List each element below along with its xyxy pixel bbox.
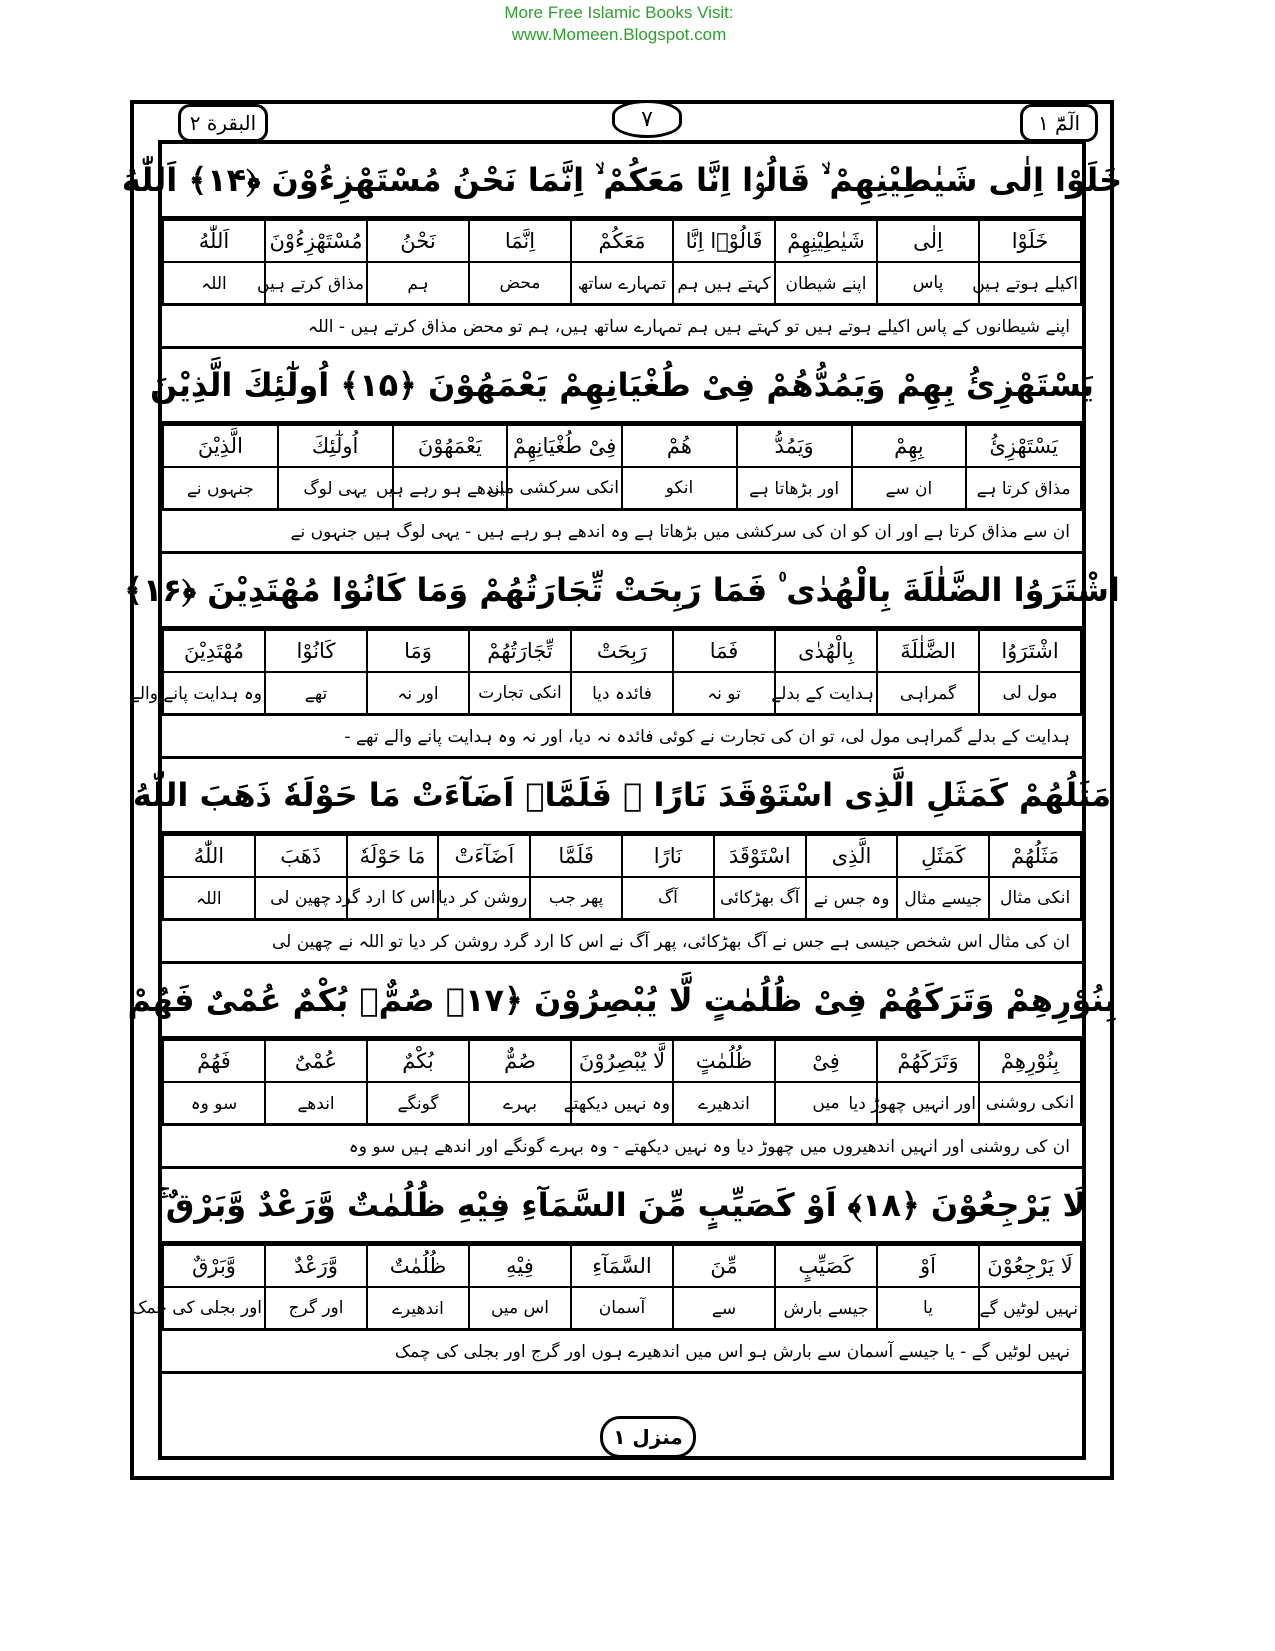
urdu-meaning-cell: جنہوں نے	[163, 467, 278, 509]
urdu-meaning-cell: اس کا ارد گرد	[347, 877, 439, 919]
urdu-meaning-cell: مذاق کرتا ہے	[966, 467, 1081, 509]
urdu-meaning-cell: نہیں لوٹیں گے	[979, 1287, 1081, 1329]
promo-link[interactable]: www.Momeen.Blogspot.com	[511, 25, 727, 44]
urdu-meaning-cell: اندھے	[265, 1082, 367, 1124]
meaning-row	[163, 262, 1081, 304]
urdu-meaning-cell: اندھیرے	[673, 1082, 775, 1124]
word-meaning-table	[129, 629, 1082, 715]
arabic-word-cell: وَّبَرْقٌ	[163, 1245, 265, 1287]
arabic-word-cell: الضَّلٰلَةَ	[877, 630, 979, 672]
arabic-word-cell: بِهِمْ	[852, 425, 967, 467]
urdu-meaning-cell: اور بڑھاتا ہے	[737, 467, 852, 509]
urdu-meaning-cell: بہرے	[469, 1082, 571, 1124]
verse-text: اشْتَرَوُا الضَّلٰلَةَ بِالْهُدٰی ۠ فَمَا رَبِحَتْ تِّجَارَتُهُمْ وَمَا كَانُوْا مُهْتَدِیْنَ ﴿۱۶﴾	[162, 554, 1082, 629]
urdu-meaning-cell: اور گرج	[265, 1287, 367, 1329]
urdu-meaning-cell: مول لی	[979, 672, 1081, 714]
arabic-word-cell: فَهُمْ	[163, 1040, 265, 1082]
manzil-badge: منزل ١	[600, 1416, 696, 1458]
arabic-word-cell: مِّنَ	[673, 1245, 775, 1287]
surah-label: البقرة ٢	[178, 104, 268, 142]
verse-text: یَسْتَهْزِئُ بِهِمْ وَیَمُدُّهُمْ فِیْ طُغْیَانِهِمْ یَعْمَهُوْنَ ﴿۱۵﴾ اُولٰٓئِكَ الَّذِیْنَ	[162, 349, 1082, 424]
urdu-meaning-cell: تھے	[265, 672, 367, 714]
arabic-word-cell: یَعْمَهُوْنَ	[393, 425, 508, 467]
juz-label: الٓمّٓ ١	[1020, 104, 1098, 142]
promo-line-1: More Free Islamic Books Visit:	[504, 3, 734, 22]
urdu-meaning-cell: آگ	[622, 877, 714, 919]
urdu-meaning-cell: اللہ	[163, 877, 255, 919]
word-row	[163, 630, 1081, 672]
arabic-word-cell: خَلَوْا	[979, 220, 1081, 262]
urdu-meaning-cell: انکو	[622, 467, 737, 509]
arabic-word-cell: الَّذِیْنَ	[163, 425, 278, 467]
verse-text: لَا یَرْجِعُوْنَ ﴿۱۸﴾ اَوْ كَصَیِّبٍ مِّنَ السَّمَآءِ فِیْهِ ظُلُمٰتٌ وَّرَعْدٌ وَّبَرْقٌ ۚ	[162, 1169, 1082, 1244]
verse-section	[132, 759, 1112, 964]
arabic-word-cell: یَسْتَهْزِئُ	[966, 425, 1081, 467]
arabic-word-cell: وَیَمُدُّ	[737, 425, 852, 467]
urdu-meaning-cell: یا	[877, 1287, 979, 1329]
urdu-meaning-cell: تو نہ	[673, 672, 775, 714]
urdu-meaning-cell: سے	[673, 1287, 775, 1329]
urdu-meaning-cell: میں	[775, 1082, 877, 1124]
word-row	[163, 220, 1081, 262]
arabic-word-cell: كَانُوْا	[265, 630, 367, 672]
arabic-word-cell: تِّجَارَتُهُمْ	[469, 630, 571, 672]
arabic-word-cell: صُمٌّ	[469, 1040, 571, 1082]
urdu-meaning-cell: پھر جب	[530, 877, 622, 919]
urdu-meaning-cell: اور بجلی کی چمک	[163, 1287, 265, 1329]
urdu-meaning-cell: سو وہ	[163, 1082, 265, 1124]
urdu-meaning-cell: فائدہ دیا	[571, 672, 673, 714]
urdu-meaning-cell: گونگے	[367, 1082, 469, 1124]
arabic-word-cell: ظُلُمٰتٌ	[367, 1245, 469, 1287]
verse-section	[121, 144, 1123, 349]
urdu-meaning-cell: ہدایت کے بدلے	[775, 672, 877, 714]
urdu-meaning-cell: اس میں	[469, 1287, 571, 1329]
verse-section	[127, 964, 1117, 1169]
arabic-word-cell: نَارًا	[622, 835, 714, 877]
arabic-word-cell: لَا یَرْجِعُوْنَ	[979, 1245, 1081, 1287]
page-content	[121, 144, 1123, 1374]
urdu-meaning-cell: تمہارے ساتھ	[571, 262, 673, 304]
urdu-meaning-cell: ان سے	[852, 467, 967, 509]
urdu-meaning-cell: گمراہی	[877, 672, 979, 714]
urdu-meaning-cell: انکی روشنی	[979, 1082, 1081, 1124]
urdu-meaning-cell: انکی مثال	[989, 877, 1081, 919]
arabic-word-cell: بِالْهُدٰی	[775, 630, 877, 672]
arabic-word-cell: عُمْیٌ	[265, 1040, 367, 1082]
arabic-word-cell: لَّا یُبْصِرُوْنَ	[571, 1040, 673, 1082]
arabic-word-cell: قَالُوْۤا اِنَّا	[673, 220, 775, 262]
arabic-word-cell: ذَهَبَ	[255, 835, 347, 877]
urdu-meaning-cell: اندھے ہو رہے ہیں	[393, 467, 508, 509]
meaning-row	[163, 1082, 1081, 1124]
arabic-word-cell: بِنُوْرِهِمْ	[979, 1040, 1081, 1082]
translation-line: ان کی مثال اس شخص جیسی ہے جس نے آگ بھڑکائی، پھر آگ نے اس کا ارد گرد روشن کر دیا تو اللہ نے چھین لی	[162, 920, 1082, 964]
urdu-meaning-cell: ہم	[367, 262, 469, 304]
verse-section	[131, 1169, 1087, 1374]
arabic-word-cell: الَّذِی	[806, 835, 898, 877]
translation-line: ان کی روشنی اور انہیں اندھیروں میں چھوڑ دیا وہ نہیں دیکھتے - وہ بہرے گونگے اور اندھے ہیں سو وہ	[162, 1125, 1082, 1169]
arabic-word-cell: فِیْهِ	[469, 1245, 571, 1287]
meaning-row	[163, 672, 1081, 714]
arabic-word-cell: اُولٰٓئِكَ	[278, 425, 393, 467]
urdu-meaning-cell: انکی تجارت	[469, 672, 571, 714]
urdu-meaning-cell: انکی سرکشی میں	[507, 467, 622, 509]
arabic-word-cell: بُكْمٌ	[367, 1040, 469, 1082]
promo-banner	[0, 2, 1238, 46]
word-meaning-table	[162, 424, 1082, 510]
arabic-word-cell: اَضَآءَتْ	[438, 835, 530, 877]
arabic-word-cell: كَمَثَلِ	[897, 835, 989, 877]
urdu-meaning-cell: کہتے ہیں ہم	[673, 262, 775, 304]
arabic-word-cell: مَثَلُهُمْ	[989, 835, 1081, 877]
word-meaning-table	[162, 219, 1082, 305]
urdu-meaning-cell: اور نہ	[367, 672, 469, 714]
arabic-word-cell: اِلٰی	[877, 220, 979, 262]
arabic-word-cell: مَا حَوْلَهٗ	[347, 835, 439, 877]
arabic-word-cell: اَوْ	[877, 1245, 979, 1287]
arabic-word-cell: فَمَا	[673, 630, 775, 672]
urdu-meaning-cell: روشن کر دیا	[438, 877, 530, 919]
arabic-word-cell: اَللّٰهُ	[163, 220, 265, 262]
arabic-word-cell: رَبِحَتْ	[571, 630, 673, 672]
urdu-meaning-cell: آگ بھڑکائی	[714, 877, 806, 919]
arabic-word-cell: فَلَمَّا	[530, 835, 622, 877]
verse-text: بِنُوْرِهِمْ وَتَرَكَهُمْ فِیْ ظُلُمٰتٍ لَّا یُبْصِرُوْنَ ﴿۱۷﴾ صُمٌّۢ بُكْمٌ عُمْیٌ فَهُمْ	[162, 964, 1082, 1039]
translation-line: اپنے شیطانوں کے پاس اکیلے ہوتے ہیں تو کہتے ہیں ہم تمہارے ساتھ ہیں، ہم تو محض مذاق کرتے ہیں - اللہ	[162, 305, 1082, 349]
urdu-meaning-cell: وہ ہدایت پانے والے	[163, 672, 265, 714]
urdu-meaning-cell: پاس	[877, 262, 979, 304]
arabic-word-cell: اسْتَوْقَدَ	[714, 835, 806, 877]
arabic-word-cell: هُمْ	[622, 425, 737, 467]
urdu-meaning-cell: اللہ	[163, 262, 265, 304]
arabic-word-cell: السَّمَآءِ	[571, 1245, 673, 1287]
urdu-meaning-cell: یہی لوگ	[278, 467, 393, 509]
arabic-word-cell: فِیْ طُغْیَانِهِمْ	[507, 425, 622, 467]
urdu-meaning-cell: اندھیرے	[367, 1287, 469, 1329]
arabic-word-cell: مُهْتَدِیْنَ	[163, 630, 265, 672]
verse-text: خَلَوْا اِلٰی شَیٰطِیْنِهِمْ ۙ قَالُوْۤا اِنَّا مَعَكُمْ ۙ اِنَّمَا نَحْنُ مُسْتَهْزِءُوْنَ ﴿۱۴﴾ اَللّٰهُ	[162, 144, 1082, 219]
translation-line: ان سے مذاق کرتا ہے اور ان کو ان کی سرکشی میں بڑھاتا ہے وہ اندھے ہو رہے ہیں - یہی لوگ ہیں جنہوں نے	[162, 510, 1082, 554]
arabic-word-cell: وَّرَعْدٌ	[265, 1245, 367, 1287]
urdu-meaning-cell: مذاق کرتے ہیں	[265, 262, 367, 304]
urdu-meaning-cell: اپنے شیطان	[775, 262, 877, 304]
arabic-word-cell: كَصَیِّبٍ	[775, 1245, 877, 1287]
word-row	[163, 425, 1081, 467]
urdu-meaning-cell: جیسے بارش	[775, 1287, 877, 1329]
meaning-row	[163, 467, 1081, 509]
meaning-row	[163, 1287, 1081, 1329]
arabic-word-cell: مُسْتَهْزِءُوْنَ	[265, 220, 367, 262]
arabic-word-cell: مَعَكُمْ	[571, 220, 673, 262]
word-meaning-table	[162, 834, 1082, 920]
urdu-meaning-cell: محض	[469, 262, 571, 304]
arabic-word-cell: اِنَّمَا	[469, 220, 571, 262]
translation-line: ہدایت کے بدلے گمراہی مول لی، تو ان کی تجارت نے کوئی فائدہ نہ دیا، اور نہ وہ ہدایت پانے والے تھے -	[162, 715, 1082, 759]
page-number: ٧	[612, 100, 682, 138]
urdu-meaning-cell: اکیلے ہوتے ہیں	[979, 262, 1081, 304]
arabic-word-cell: اشْتَرَوُا	[979, 630, 1081, 672]
word-row	[163, 835, 1081, 877]
meaning-row	[163, 877, 1081, 919]
arabic-word-cell: ظُلُمٰتٍ	[673, 1040, 775, 1082]
verse-section	[124, 554, 1120, 759]
urdu-meaning-cell: وہ نہیں دیکھتے	[571, 1082, 673, 1124]
arabic-word-cell: اللّٰهُ	[163, 835, 255, 877]
arabic-word-cell: فِیْ	[775, 1040, 877, 1082]
verse-text: مَثَلُهُمْ كَمَثَلِ الَّذِی اسْتَوْقَدَ نَارًا ۚ فَلَمَّاۤ اَضَآءَتْ مَا حَوْلَهٗ ذَهَبَ اللّٰهُ	[162, 759, 1082, 834]
urdu-meaning-cell: آسمان	[571, 1287, 673, 1329]
word-row	[163, 1245, 1081, 1287]
translation-line: نہیں لوٹیں گے - یا جیسے آسمان سے بارش ہو اس میں اندھیرے ہوں اور گرج اور بجلی کی چمک	[162, 1330, 1082, 1374]
urdu-meaning-cell: اور انہیں چھوڑ دیا	[877, 1082, 979, 1124]
word-row	[163, 1040, 1081, 1082]
arabic-word-cell: وَمَا	[367, 630, 469, 672]
word-meaning-table	[162, 1039, 1082, 1125]
urdu-meaning-cell: جیسے مثال	[897, 877, 989, 919]
verse-section	[150, 349, 1094, 554]
arabic-word-cell: شَیٰطِیْنِهِمْ	[775, 220, 877, 262]
urdu-meaning-cell: وہ جس نے	[806, 877, 898, 919]
word-meaning-table	[131, 1244, 1082, 1330]
arabic-word-cell: وَتَرَكَهُمْ	[877, 1040, 979, 1082]
urdu-meaning-cell: چھین لی	[255, 877, 347, 919]
arabic-word-cell: نَحْنُ	[367, 220, 469, 262]
